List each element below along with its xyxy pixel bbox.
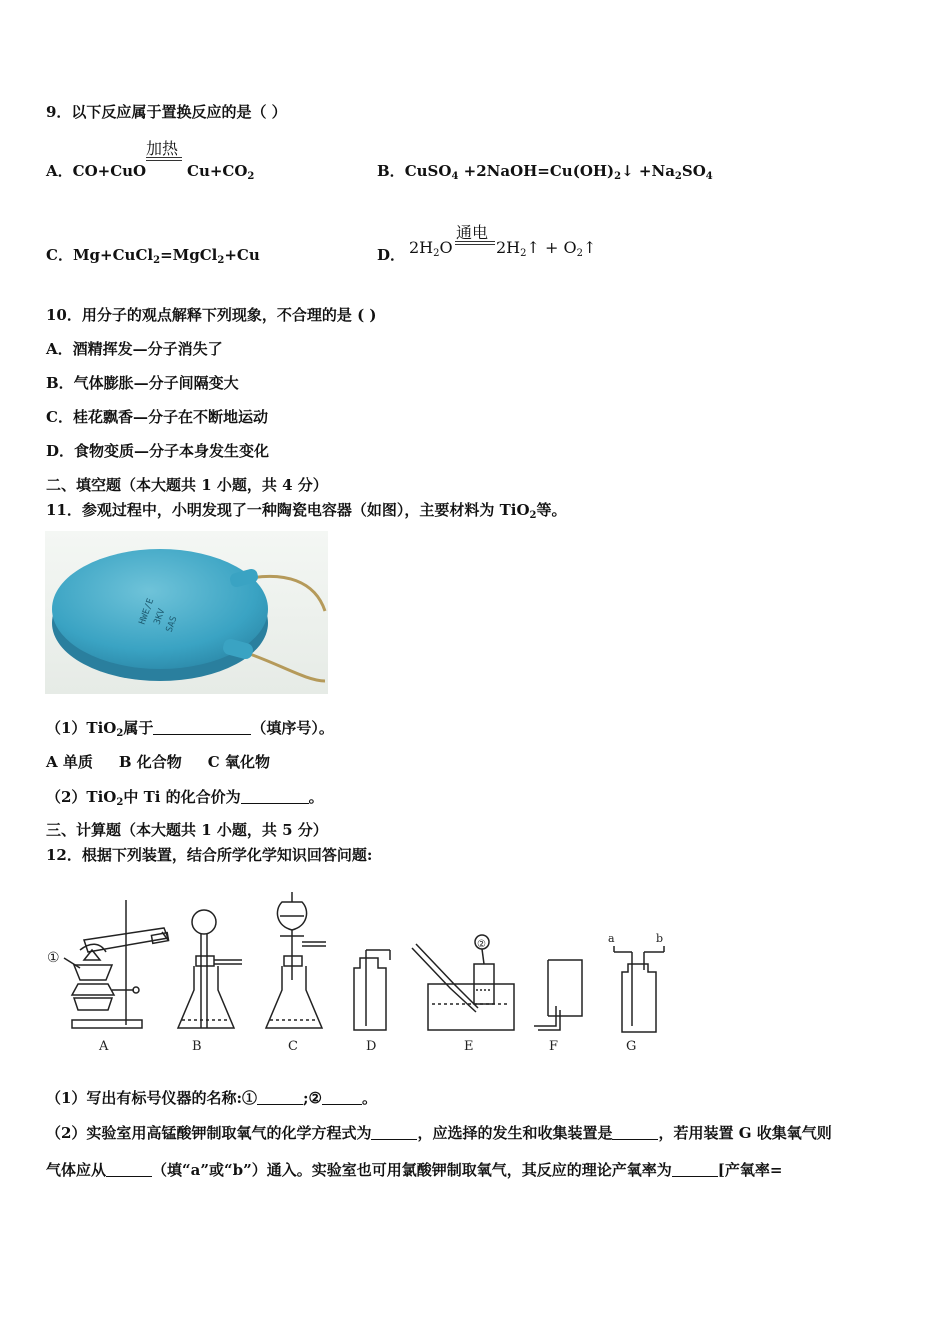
q10-option-d: D．食物变质—分子本身发生变化: [46, 442, 270, 460]
apparatus-e: [412, 935, 514, 1054]
apparatus-c: [266, 892, 326, 1054]
q11-part-2: （2）TiO$_2$中 Ti 的化合价为 。: [46, 788, 324, 808]
q10-option-a: A．酒精挥发—分子消失了: [46, 340, 223, 358]
q11-blank-2[interactable]: [241, 803, 309, 804]
label-a: a: [608, 932, 615, 945]
apparatus-g: [608, 932, 664, 1054]
q9-d-products: $2H_2↑$ + $O_2↑$: [496, 238, 597, 259]
q11-choices: A 单质 B 化合物 C 氧化物: [46, 753, 270, 771]
q12-part-2-continued: 气体应从 （填“a”或“b”）通入。实验室也可用氯酸钾制取氧气，其反应的理论产氧率为 [产氧率=: [46, 1161, 783, 1179]
q11-blank-1[interactable]: [153, 734, 251, 735]
q9-a-condition: 加热: [146, 139, 179, 158]
svg-text:C: C: [288, 1039, 298, 1054]
q9-d-reactant: $2H_2O$: [409, 238, 453, 259]
q9-a-equals-sign: [146, 157, 182, 161]
section-3-heading: 三、计算题（本大题共 1 小题，共 5 分）: [46, 821, 328, 839]
q9-stem: 9．以下反应属于置换反应的是（ ）: [46, 103, 287, 121]
q12-blank-6[interactable]: [672, 1176, 718, 1177]
q9-option-d-label: D．: [377, 246, 406, 264]
svg-text:B: B: [192, 1039, 202, 1054]
apparatus-a: [47, 900, 169, 1054]
q12-stem: 12．根据下列装置，结合所学化学知识回答问题:: [46, 846, 373, 864]
apparatus-f: [534, 960, 582, 1054]
q9-option-b: B．CuSO$_4$ $+2NaOH=Cu(OH)_2↓ +Na_2SO_4$: [377, 162, 713, 182]
lab-apparatus-figure: [44, 880, 684, 1060]
q9-d-condition: 通电: [456, 223, 489, 242]
svg-text:G: G: [626, 1039, 637, 1054]
marker-1: ①: [47, 950, 60, 966]
label-b: b: [656, 932, 664, 945]
q12-blank-1[interactable]: [257, 1104, 303, 1105]
q9-d-equals-sign: [455, 241, 495, 245]
svg-text:A: A: [99, 1039, 109, 1054]
svg-text:HWE/E: HWE/E: [137, 597, 157, 627]
q11-stem: 11．参观过程中，小明发现了一种陶瓷电容器（如图），主要材料为 TiO$_2$等。: [46, 501, 567, 521]
q9-option-a: A．CO+CuO: [46, 162, 147, 180]
capacitor-photo: [45, 531, 328, 694]
q12-blank-4[interactable]: [612, 1139, 658, 1140]
section-2-heading: 二、填空题（本大题共 1 小题，共 4 分）: [46, 476, 328, 494]
svg-text:3KV: 3KV: [152, 607, 168, 627]
svg-text:F: F: [549, 1039, 559, 1054]
q10-stem: 10．用分子的观点解释下列现象，不合理的是 ( ): [46, 306, 377, 324]
q12-blank-3[interactable]: [371, 1139, 417, 1140]
apparatus-b: [178, 910, 242, 1054]
svg-text:SAS: SAS: [164, 615, 180, 634]
q9-option-c: C．Mg+CuCl$_2$=MgCl$_2$+Cu: [46, 246, 260, 266]
q12-part-1: （1）写出有标号仪器的名称:① ;② 。: [46, 1089, 377, 1107]
svg-text:E: E: [464, 1039, 474, 1054]
q12-blank-2[interactable]: [322, 1104, 362, 1105]
svg-text:D: D: [366, 1039, 377, 1054]
q11-part-1: （1）TiO$_2$属于 （填序号）。: [46, 719, 334, 739]
q10-option-b: B．气体膨胀—分子间隔变大: [46, 374, 239, 392]
q12-blank-5[interactable]: [106, 1176, 152, 1177]
q12-part-2: （2）实验室用高锰酸钾制取氧气的化学方程式为 ，应选择的发生和收集装置是 ，若用装置 G 收集氧气则: [46, 1124, 832, 1142]
apparatus-d: [354, 950, 390, 1054]
q9-a-products: $Cu+CO_2$: [187, 162, 255, 182]
marker-2: ②: [477, 939, 486, 950]
q10-option-c: C．桂花飘香—分子在不断地运动: [46, 408, 268, 426]
